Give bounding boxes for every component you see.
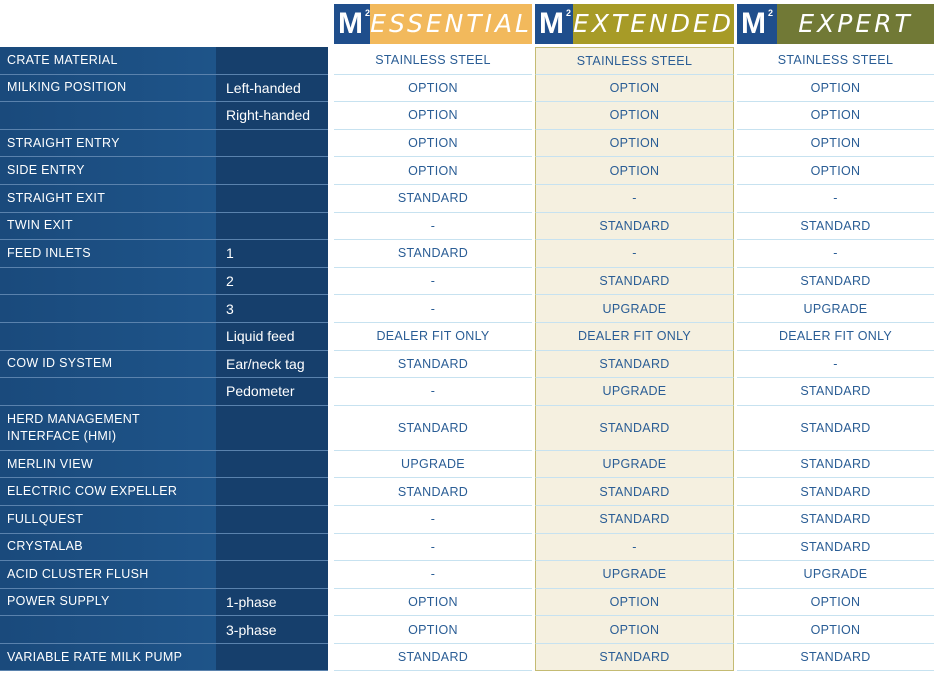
subfeature-cell xyxy=(216,451,328,479)
expert-value: STANDARD xyxy=(737,644,934,672)
subfeature-cell xyxy=(216,406,328,451)
table-row xyxy=(0,268,940,296)
expert-value: OPTION xyxy=(737,102,934,130)
expert-value: DEALER FIT ONLY xyxy=(737,323,934,351)
expert-value: - xyxy=(737,185,934,213)
feature-cell: TWIN EXIT xyxy=(0,213,216,241)
subfeature-cell xyxy=(216,157,328,185)
extended-value: STANDARD xyxy=(535,213,734,241)
feature-cell xyxy=(0,102,216,130)
extended-value: OPTION xyxy=(535,157,734,185)
expert-value: - xyxy=(737,240,934,268)
header-essential-label: ESSENTIAL xyxy=(370,4,532,44)
feature-cell: COW ID SYSTEM xyxy=(0,351,216,379)
table-row xyxy=(0,589,940,617)
extended-value: STANDARD xyxy=(535,644,734,672)
extended-value: UPGRADE xyxy=(535,451,734,479)
table-row xyxy=(0,561,940,589)
expert-value: STANDARD xyxy=(737,406,934,451)
expert-value: - xyxy=(737,351,934,379)
extended-value: - xyxy=(535,185,734,213)
subfeature-cell: Liquid feed xyxy=(216,323,328,351)
feature-cell: SIDE ENTRY xyxy=(0,157,216,185)
header-expert xyxy=(737,4,934,44)
feature-cell: CRATE MATERIAL xyxy=(0,47,216,75)
subfeature-cell: Right-handed xyxy=(216,102,328,130)
table-row xyxy=(0,406,940,451)
subfeature-cell xyxy=(216,478,328,506)
expert-value: STANDARD xyxy=(737,213,934,241)
header-extended xyxy=(535,4,734,44)
feature-cell: ACID CLUSTER FLUSH xyxy=(0,561,216,589)
extended-value: STANDARD xyxy=(535,478,734,506)
table-row xyxy=(0,616,940,644)
feature-cell: STRAIGHT ENTRY xyxy=(0,130,216,158)
subfeature-cell: Ear/neck tag xyxy=(216,351,328,379)
extended-value: STANDARD xyxy=(535,268,734,296)
expert-value: STANDARD xyxy=(737,534,934,562)
essential-value: - xyxy=(334,268,532,296)
expert-value: OPTION xyxy=(737,157,934,185)
essential-value: - xyxy=(334,561,532,589)
table-row xyxy=(0,240,940,268)
expert-value: OPTION xyxy=(737,616,934,644)
extended-value: - xyxy=(535,240,734,268)
essential-value: OPTION xyxy=(334,130,532,158)
feature-cell xyxy=(0,268,216,296)
essential-value: - xyxy=(334,506,532,534)
subfeature-cell xyxy=(216,130,328,158)
table-row xyxy=(0,506,940,534)
feature-cell xyxy=(0,295,216,323)
subfeature-cell xyxy=(216,644,328,672)
table-row xyxy=(0,323,940,351)
feature-cell: HERD MANAGEMENT INTERFACE (HMI) xyxy=(0,406,216,451)
m2-logo-icon: M 2 xyxy=(334,4,370,44)
table-row xyxy=(0,351,940,379)
header-essential xyxy=(334,4,532,44)
feature-cell: CRYSTALAB xyxy=(0,534,216,562)
subfeature-cell xyxy=(216,506,328,534)
extended-value: OPTION xyxy=(535,102,734,130)
comparison-table xyxy=(0,47,940,671)
essential-value: STANDARD xyxy=(334,644,532,672)
table-row xyxy=(0,102,940,130)
extended-value: UPGRADE xyxy=(535,295,734,323)
essential-value: UPGRADE xyxy=(334,451,532,479)
feature-cell: STRAIGHT EXIT xyxy=(0,185,216,213)
essential-value: DEALER FIT ONLY xyxy=(334,323,532,351)
table-row xyxy=(0,47,940,75)
feature-cell xyxy=(0,616,216,644)
subfeature-cell xyxy=(216,47,328,75)
expert-value: STANDARD xyxy=(737,451,934,479)
table-row xyxy=(0,478,940,506)
extended-value: OPTION xyxy=(535,589,734,617)
feature-cell: FEED INLETS xyxy=(0,240,216,268)
feature-cell xyxy=(0,378,216,406)
essential-value: - xyxy=(334,213,532,241)
table-row xyxy=(0,644,940,672)
table-row xyxy=(0,157,940,185)
extended-value: OPTION xyxy=(535,130,734,158)
essential-value: STANDARD xyxy=(334,351,532,379)
expert-value: STAINLESS STEEL xyxy=(737,47,934,75)
m2-logo-icon: M 2 xyxy=(535,4,573,44)
feature-cell: MERLIN VIEW xyxy=(0,451,216,479)
subfeature-cell: Left-handed xyxy=(216,75,328,103)
expert-value: STANDARD xyxy=(737,478,934,506)
extended-value: STANDARD xyxy=(535,506,734,534)
m2-logo-icon: M 2 xyxy=(737,4,777,44)
extended-value: STAINLESS STEEL xyxy=(535,47,734,75)
expert-value: OPTION xyxy=(737,130,934,158)
essential-value: OPTION xyxy=(334,157,532,185)
subfeature-cell: 3-phase xyxy=(216,616,328,644)
feature-cell: FULLQUEST xyxy=(0,506,216,534)
expert-value: STANDARD xyxy=(737,506,934,534)
subfeature-cell xyxy=(216,185,328,213)
expert-value: STANDARD xyxy=(737,268,934,296)
subfeature-cell: 2 xyxy=(216,268,328,296)
subfeature-cell xyxy=(216,561,328,589)
feature-cell: ELECTRIC COW EXPELLER xyxy=(0,478,216,506)
essential-value: OPTION xyxy=(334,75,532,103)
subfeature-cell: 3 xyxy=(216,295,328,323)
table-row xyxy=(0,130,940,158)
feature-cell xyxy=(0,323,216,351)
subfeature-cell xyxy=(216,213,328,241)
essential-value: STANDARD xyxy=(334,478,532,506)
extended-value: - xyxy=(535,534,734,562)
table-row xyxy=(0,213,940,241)
extended-value: DEALER FIT ONLY xyxy=(535,323,734,351)
subfeature-cell xyxy=(216,534,328,562)
feature-cell: MILKING POSITION xyxy=(0,75,216,103)
subfeature-cell: 1 xyxy=(216,240,328,268)
subfeature-cell: Pedometer xyxy=(216,378,328,406)
essential-value: STAINLESS STEEL xyxy=(334,47,532,75)
essential-value: - xyxy=(334,295,532,323)
extended-value: OPTION xyxy=(535,75,734,103)
essential-value: STANDARD xyxy=(334,406,532,451)
essential-value: STANDARD xyxy=(334,240,532,268)
table-row xyxy=(0,451,940,479)
extended-value: STANDARD xyxy=(535,351,734,379)
header-extended-label: EXTENDED xyxy=(573,4,734,44)
extended-value: UPGRADE xyxy=(535,378,734,406)
table-row xyxy=(0,534,940,562)
feature-cell: VARIABLE RATE MILK PUMP xyxy=(0,644,216,672)
table-row xyxy=(0,378,940,406)
subfeature-cell: 1-phase xyxy=(216,589,328,617)
expert-value: STANDARD xyxy=(737,378,934,406)
table-row xyxy=(0,295,940,323)
extended-value: STANDARD xyxy=(535,406,734,451)
essential-value: OPTION xyxy=(334,102,532,130)
feature-cell: POWER SUPPLY xyxy=(0,589,216,617)
header-expert-label: EXPERT xyxy=(777,4,934,44)
essential-value: STANDARD xyxy=(334,185,532,213)
expert-value: OPTION xyxy=(737,75,934,103)
essential-value: - xyxy=(334,534,532,562)
expert-value: OPTION xyxy=(737,589,934,617)
expert-value: UPGRADE xyxy=(737,295,934,323)
essential-value: OPTION xyxy=(334,616,532,644)
table-row xyxy=(0,185,940,213)
essential-value: - xyxy=(334,378,532,406)
table-row xyxy=(0,75,940,103)
extended-value: UPGRADE xyxy=(535,561,734,589)
extended-value: OPTION xyxy=(535,616,734,644)
expert-value: UPGRADE xyxy=(737,561,934,589)
essential-value: OPTION xyxy=(334,589,532,617)
